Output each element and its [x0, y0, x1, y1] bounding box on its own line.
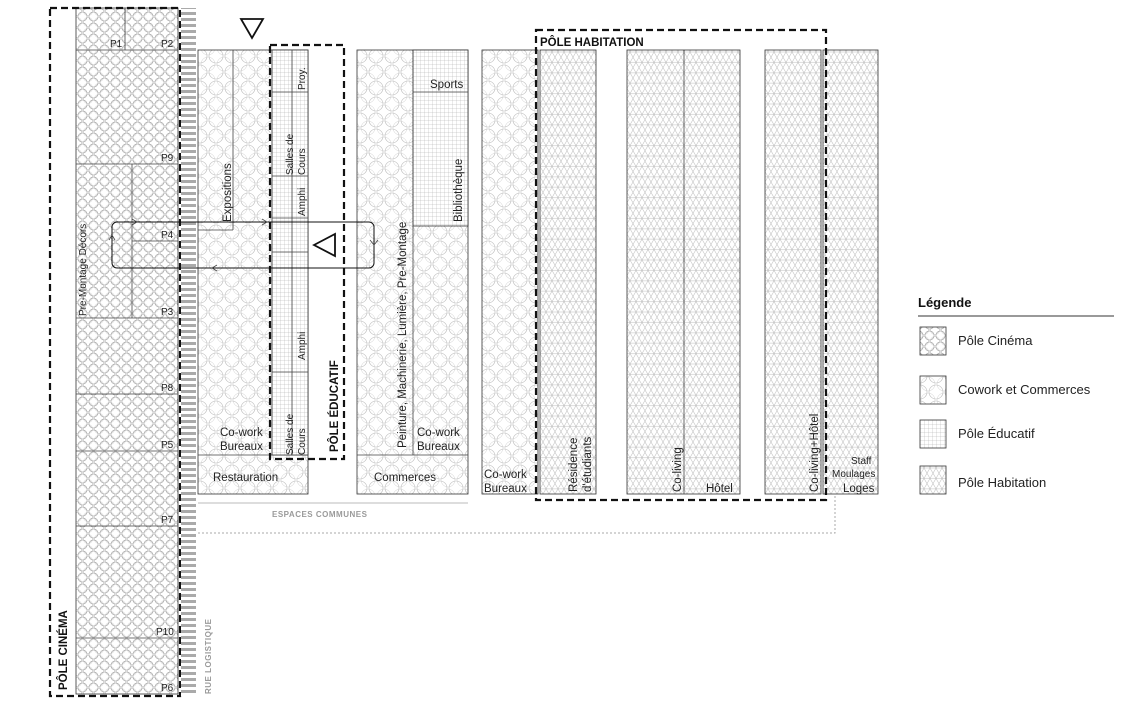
studio-p3: P3	[161, 307, 174, 318]
studio-p10: P10	[156, 627, 174, 638]
legend-item-habitation	[920, 466, 1046, 494]
expositions-label: Expositions	[222, 163, 234, 222]
legend-swatch-educatif	[920, 420, 946, 448]
salles-cours-bot-2: Cours	[297, 428, 308, 455]
cowork-a-label: Co-work	[220, 427, 263, 439]
hotel-label: Hôtel	[706, 483, 733, 495]
commerces-label: Commerces	[374, 472, 436, 484]
residence-label-2: d'étudiants	[582, 436, 594, 492]
legend-item-cowork	[920, 376, 1091, 404]
studio-p7: P7	[161, 515, 174, 526]
common-spaces-label: ESPACES COMMUNES	[272, 510, 368, 519]
entrance-triangle-left-icon	[314, 234, 335, 256]
legend-title: Légende	[918, 295, 972, 310]
salles-cours-top-1: Salles de	[285, 133, 296, 175]
cowork-c-label: Co-work	[484, 469, 527, 481]
educatif-pole-title: PÔLE ÉDUCATIF	[329, 360, 341, 452]
loges-label: Loges	[843, 483, 875, 495]
studio-p9: P9	[161, 153, 174, 164]
legend-label-educatif: Pôle Éducatif	[958, 426, 1035, 441]
block-b	[357, 50, 468, 494]
studio-p6: P6	[161, 683, 174, 694]
logistics-street-label: RUE LOGISTIQUE	[204, 618, 213, 694]
habitation-blocks	[540, 50, 878, 495]
block-c	[482, 50, 538, 495]
legend-label-habitation: Pôle Habitation	[958, 475, 1047, 490]
coliving-hotel-label: Co-living+Hôtel	[809, 413, 821, 492]
cowork-b-label: Co-work	[417, 427, 460, 439]
legend	[918, 295, 1114, 494]
legend-label-cinema: Pôle Cinéma	[958, 333, 1033, 348]
staff-label: Staff	[851, 456, 872, 467]
entrance-triangle-down-icon	[241, 19, 263, 38]
common-spaces	[198, 494, 835, 533]
sports-label: Sports	[430, 79, 464, 91]
studio-p2: P2	[161, 39, 174, 50]
coliving-label: Co-living	[672, 447, 684, 492]
amphi-top-label: Amphi	[297, 187, 308, 216]
ateliers-label: Peinture, Machinerie, Lumière, Pre-Montage	[397, 221, 409, 448]
legend-swatch-cowork	[920, 376, 946, 404]
legend-label-cowork: Cowork et Commerces	[958, 382, 1091, 397]
bureaux-b-label: Bureaux	[417, 441, 460, 453]
moulages-label: Moulages	[832, 469, 876, 480]
legend-item-cinema	[920, 327, 1033, 355]
logistics-street	[181, 8, 196, 696]
bureaux-a-label: Bureaux	[220, 441, 263, 453]
residence-label-1: Résidence	[568, 437, 580, 492]
proy-label: Proy.	[297, 67, 308, 90]
salles-cours-bot-1: Salles de	[285, 413, 296, 455]
studio-p1: P1	[110, 39, 123, 50]
cinema-pole-title: PÔLE CINÉMA	[58, 610, 70, 690]
habitation-pole-title: PÔLE HABITATION	[540, 37, 644, 49]
educatif-zone	[272, 50, 308, 455]
premontage-label: Pre-Montage Décors	[78, 223, 89, 316]
cinema-zone	[76, 8, 178, 694]
legend-item-educatif	[920, 420, 1035, 448]
bibliotheque-label: Bibliothèque	[453, 158, 465, 222]
studio-p5: P5	[161, 440, 174, 451]
studio-p4: P4	[161, 230, 174, 241]
bureaux-c-label: Bureaux	[484, 483, 527, 495]
legend-swatch-cinema	[920, 327, 946, 355]
salles-cours-top-2: Cours	[297, 148, 308, 175]
restauration-label: Restauration	[213, 472, 279, 484]
studio-p8: P8	[161, 383, 174, 394]
amphi-bottom-label: Amphi	[297, 331, 308, 360]
legend-swatch-habitation	[920, 466, 946, 494]
